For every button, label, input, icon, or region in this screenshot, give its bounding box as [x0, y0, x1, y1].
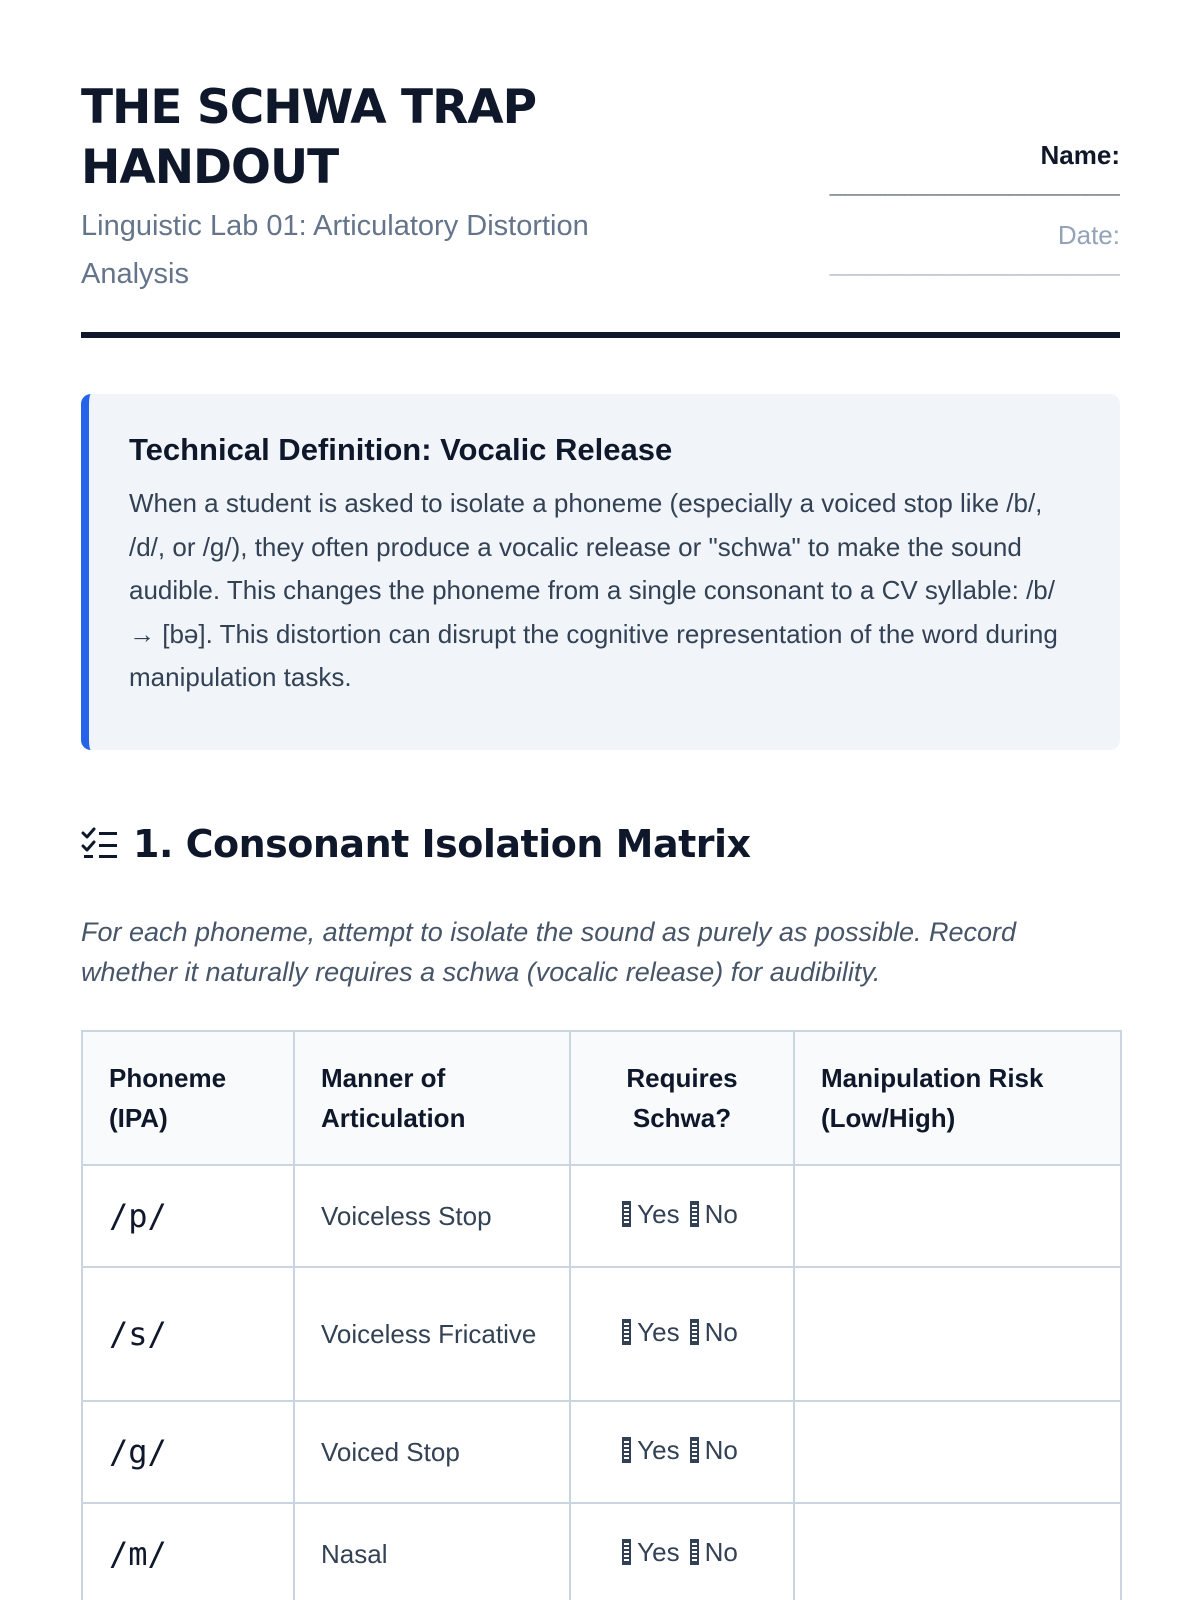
definition-title: Technical Definition: Vocalic Release [129, 432, 673, 467]
name-field[interactable]: ______________________ [829, 177, 1120, 199]
schwa-cell [570, 1165, 794, 1267]
date-field[interactable]: ______________________ [829, 257, 1120, 279]
header-divider [81, 332, 1120, 338]
consonant-matrix-table [81, 1030, 1122, 1600]
manner-cell: Voiceless Stop [294, 1165, 570, 1267]
column-header-risk: Manipulation Risk (Low/High) [794, 1031, 1121, 1165]
section-instructions: For each phoneme, attempt to isolate the sound as purely as possible. Record whether it naturally requires a schwa (vocalic release) for audibility. [81, 917, 1017, 987]
yes-checkbox[interactable] [622, 1539, 631, 1565]
table-row [82, 1503, 1121, 1600]
yes-checkbox[interactable] [622, 1437, 631, 1463]
section-heading [81, 814, 751, 874]
risk-cell[interactable] [794, 1503, 1121, 1600]
no-label: No [704, 1435, 738, 1465]
schwa-cell [570, 1267, 794, 1401]
phoneme-cell: /m/ [82, 1503, 294, 1600]
date-label: Date: [1057, 220, 1120, 250]
yes-label: Yes [637, 1317, 680, 1347]
page-subtitle: Linguistic Lab 01: Articulatory Distortion Analysis [81, 210, 589, 290]
definition-callout [81, 394, 1120, 750]
yes-label: Yes [637, 1537, 680, 1567]
name-label: Name: [1040, 140, 1120, 170]
table-header-row [82, 1031, 1121, 1165]
manner-cell: Voiceless Fricative [294, 1267, 570, 1401]
yes-checkbox[interactable] [622, 1319, 631, 1345]
no-checkbox[interactable] [690, 1539, 699, 1565]
no-checkbox[interactable] [690, 1201, 699, 1227]
column-header-manner: Manner of Articulation [294, 1031, 570, 1165]
no-checkbox[interactable] [690, 1319, 699, 1345]
handout-page [81, 78, 1120, 1573]
student-info [780, 140, 1120, 300]
schwa-cell [570, 1401, 794, 1503]
manner-cell: Nasal [294, 1503, 570, 1600]
date-row [780, 220, 1120, 300]
checklist-icon [81, 826, 119, 862]
name-row [780, 140, 1120, 220]
handout-header [81, 78, 1120, 338]
phoneme-cell: /s/ [82, 1267, 294, 1401]
table-row [82, 1165, 1121, 1267]
section-title: 1. Consonant Isolation Matrix [133, 822, 751, 866]
phoneme-cell: /g/ [82, 1401, 294, 1503]
column-header-phoneme: Phoneme (IPA) [82, 1031, 294, 1165]
phoneme-cell: /p/ [82, 1165, 294, 1267]
no-label: No [704, 1317, 738, 1347]
manner-cell: Voiced Stop [294, 1401, 570, 1503]
table-row [82, 1401, 1121, 1503]
risk-cell[interactable] [794, 1267, 1121, 1401]
risk-cell[interactable] [794, 1401, 1121, 1503]
table-row [82, 1267, 1121, 1401]
yes-label: Yes [637, 1199, 680, 1229]
schwa-cell [570, 1503, 794, 1600]
yes-label: Yes [637, 1435, 680, 1465]
no-checkbox[interactable] [690, 1437, 699, 1463]
column-header-schwa: Requires Schwa? [570, 1031, 794, 1165]
risk-cell[interactable] [794, 1165, 1121, 1267]
yes-checkbox[interactable] [622, 1201, 631, 1227]
no-label: No [704, 1537, 738, 1567]
definition-text: When a student is asked to isolate a phoneme (especially a voiced stop like /b/, /d/, or /g/), they often produce a vocalic release or "schwa" to make the sound audible. This changes the phoneme from a single consonant to a CV syllable: /b/ → [bə]. This distortion can disrupt the cognitive representation of the word during manipulation tasks. [129, 488, 1058, 692]
page-title: THE SCHWA TRAP HANDOUT [81, 80, 537, 195]
no-label: No [704, 1199, 738, 1229]
